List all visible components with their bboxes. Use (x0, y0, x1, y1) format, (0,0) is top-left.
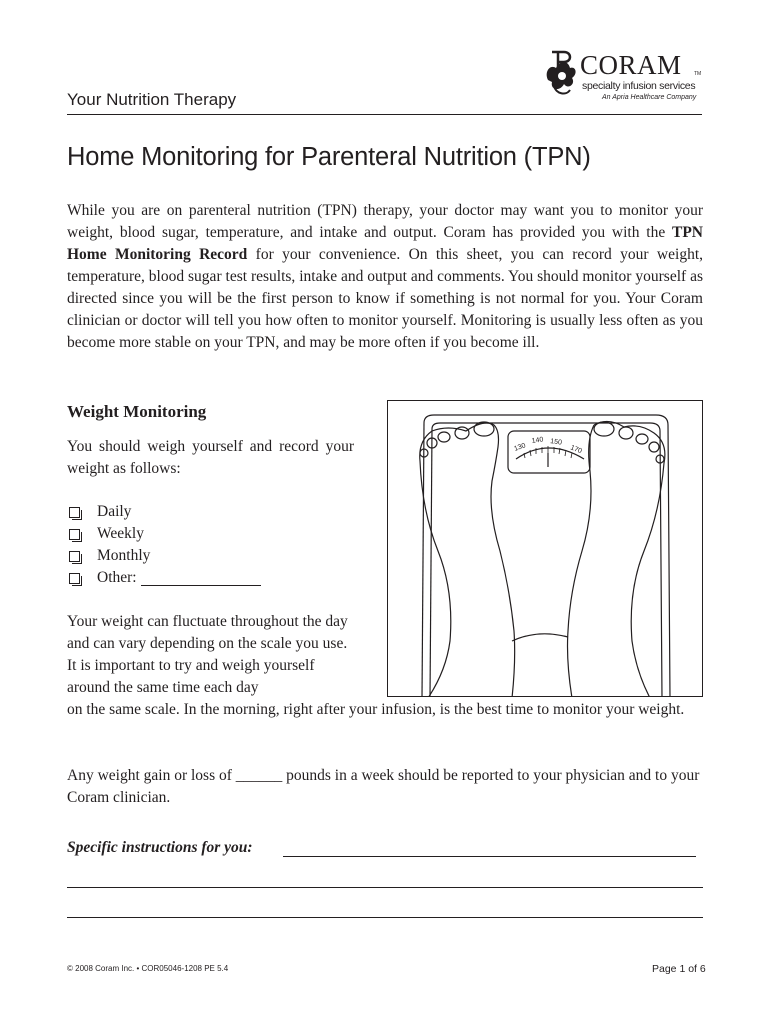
logo-trademark: TM (694, 71, 702, 77)
option-label: Other: (97, 569, 137, 586)
option-label: Monthly (97, 547, 151, 564)
weigh-instruction: You should weigh yourself and record your weight as follows: (67, 438, 354, 477)
checkbox-weekly[interactable] (69, 529, 80, 540)
intro-text-1: While you are on parenteral nutrition (TPN) therapy, your doctor may want you to monitor your weight, blood sugar, temperature, and intake and output. Coram has provided you with the (67, 202, 703, 241)
option-other[interactable] (69, 567, 261, 589)
logo-wordmark: CORAM (580, 50, 682, 80)
copyright-footer: © 2008 Coram Inc. • COR05046-1208 PE 5.4 (67, 964, 229, 973)
other-blank-line[interactable] (141, 571, 261, 586)
option-label: Weekly (97, 525, 144, 542)
page-number: Page 1 of 6 (652, 963, 706, 975)
fluctuation-paragraph: Your weight can fluctuate throughout the day and can vary depending on the scale you use. It is important to try and weigh yourself around the same time each day (67, 613, 348, 696)
series-title: Your Nutrition Therapy (67, 90, 237, 109)
scale-illustration (387, 400, 703, 697)
instructions-line[interactable] (67, 917, 703, 918)
scale-number: 170 (569, 444, 583, 456)
document-title: Home Monitoring for Parenteral Nutrition (TPN) (67, 143, 591, 171)
option-daily[interactable] (69, 501, 131, 523)
instructions-line[interactable] (67, 887, 703, 888)
scale-number: 130 (513, 442, 527, 453)
intro-text-2: for your convenience. On this sheet, you can record your weight, temperature, blood sugar test results, intake and output and comments. You should monitor yourself as directed since you will be the first person to know if something is not normal for you. Your Coram clinician or doctor will tell you how often to monitor yourself. Monitoring is usually less often as you become more stable on your TPN, and may be more often if you become ill. (67, 246, 703, 351)
intro-paragraph (67, 200, 703, 354)
header-rule (67, 114, 702, 115)
weight-change-paragraph: Any weight gain or loss of ______ pounds in a week should be reported to your physician and to your Coram clinician. (67, 767, 700, 806)
instructions-line[interactable] (283, 856, 696, 857)
scale-number: 140 (531, 436, 544, 445)
option-monthly[interactable] (69, 545, 150, 567)
intro-record-name: TPN Home Monitoring Record (67, 224, 703, 263)
option-weekly[interactable] (69, 523, 144, 545)
bathroom-scale-drawing (388, 401, 703, 697)
checkbox-monthly[interactable] (69, 551, 80, 562)
checkbox-daily[interactable] (69, 507, 80, 518)
fluctuation-paragraph-continued: on the same scale. In the morning, right after your infusion, is the best time to monitor your weight. (67, 701, 685, 718)
checkbox-other[interactable] (69, 573, 80, 584)
weight-monitoring-heading: Weight Monitoring (67, 402, 207, 421)
option-label: Daily (97, 503, 132, 520)
logo-parent-company: An Apria Healthcare Company (602, 94, 697, 101)
scale-number: 150 (549, 438, 563, 447)
logo-tagline: specialty infusion services (582, 80, 696, 92)
specific-instructions-label: Specific instructions for you: (67, 839, 253, 856)
